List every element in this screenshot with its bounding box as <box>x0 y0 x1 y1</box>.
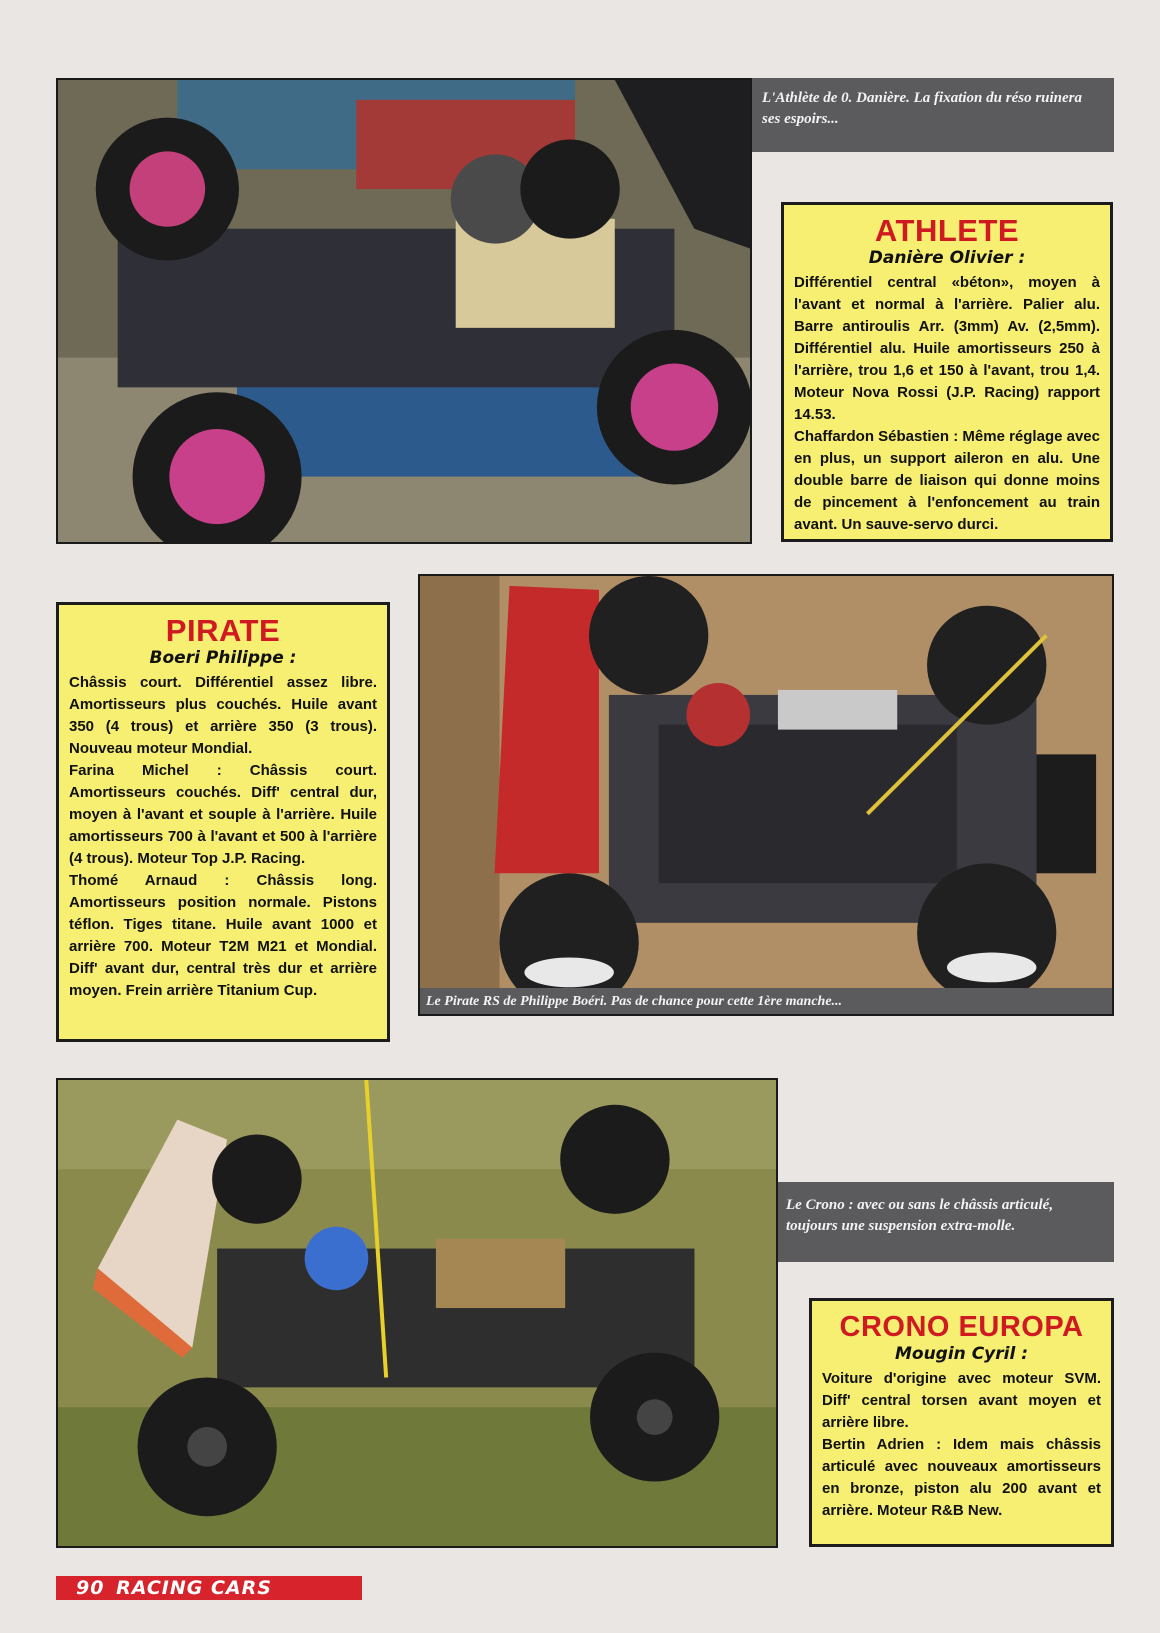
athlete-photo <box>56 78 752 544</box>
athlete-paragraph: Chaffardon Sébastien : Même réglage avec en plus, un support aileron en alu. Une double barre de liaison qui donne moins de pincement à l'enfoncement au train avant. Un sauve-servo durci. <box>794 428 1100 533</box>
magazine-name: RACING CARS <box>116 1577 272 1599</box>
pirate-info-box <box>56 602 390 1042</box>
athlete-info-box <box>781 202 1113 542</box>
pirate-photo <box>418 574 1114 1016</box>
crono-info-box <box>809 1298 1114 1547</box>
crono-caption: Le Crono : avec ou sans le châssis articulé, toujours une suspension extra-molle. <box>778 1182 1114 1262</box>
crono-paragraph: Voiture d'origine avec moteur SVM. Diff' central torsen avant moyen et arrière libre. <box>822 1370 1101 1431</box>
crono-driver: Mougin Cyril : <box>894 1344 1029 1364</box>
pirate-paragraph: Thomé Arnaud : Châssis long. Amortisseurs position normale. Pistons téflon. Tiges titane. Huile avant 1000 et arrière 700. Moteur T2M M21 et Mondial. Diff' avant dur, central très dur et arrière moyen. Frein arrière Titanium Cup. <box>69 872 377 999</box>
athlete-paragraph: Différentiel central «béton», moyen à l'avant et normal à l'arrière. Palier alu. Barre antiroulis Arr. (3mm) Av. (2,5mm). Différentiel alu. Huile amortisseurs 250 à l'arrière, trou 1,6 et 150 à l'avant, trou 1,4. Moteur Nova Rossi (J.P. Racing) rapport 14.53. <box>794 274 1100 423</box>
crono-paragraph: Bertin Adrien : Idem mais châssis articulé avec nouveaux amortisseurs en bronze, piston alu 200 avant et arrière. Moteur R&B New. <box>822 1436 1101 1519</box>
athlete-title: ATHLETE <box>874 213 1020 248</box>
pirate-paragraph: Châssis court. Différentiel assez libre. Amortisseurs plus couchés. Huile avant 350 (4 trous) et arrière 350 (3 trous). Nouveau moteur Mondial. <box>69 674 377 757</box>
pirate-paragraph: Farina Michel : Châssis court. Amortisseurs couchés. Diff' central dur, moyen à l'avant et souple à l'arrière. Huile amortisseurs 700 à l'avant et 500 à l'arrière (4 trous). Moteur Top J.P. Racing. <box>69 762 377 867</box>
crono-photo <box>56 1078 778 1548</box>
pirate-caption: Le Pirate RS de Philippe Boéri. Pas de chance pour cette 1ère manche... <box>420 988 1112 1016</box>
athlete-driver: Danière Olivier : <box>868 248 1026 268</box>
athlete-caption: L'Athlète de 0. Danière. La fixation du réso ruinera ses espoirs... <box>752 78 1114 152</box>
page-number: 90 <box>76 1577 105 1599</box>
page-footer <box>56 1576 362 1600</box>
pirate-driver: Boeri Philippe : <box>149 648 297 668</box>
pirate-title: PIRATE <box>165 613 281 648</box>
crono-title: CRONO EUROPA <box>839 1311 1084 1343</box>
